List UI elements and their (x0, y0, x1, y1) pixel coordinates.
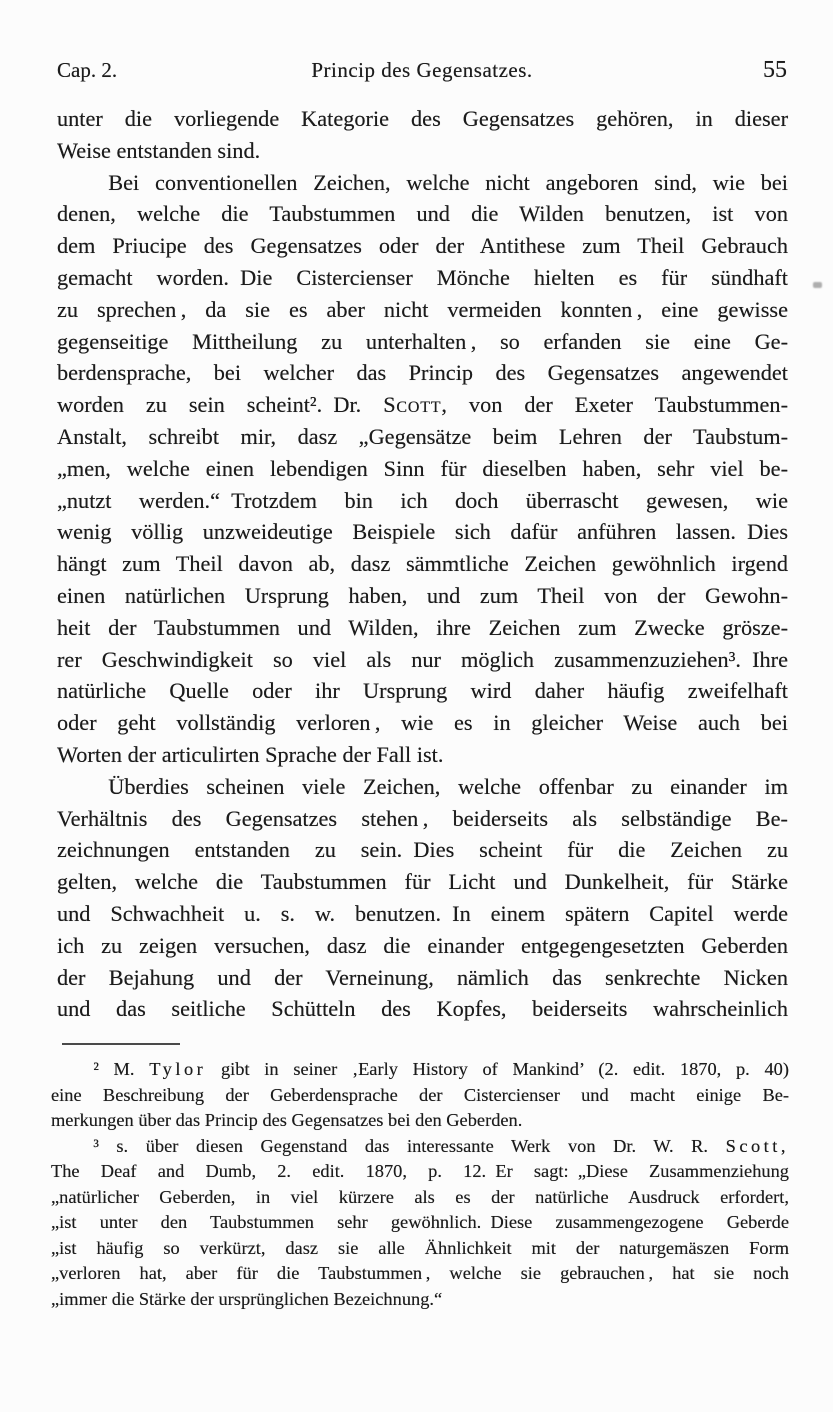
text-segment: berdensprache, bei welcher das Princip des Gegensatzes angewendet (57, 360, 788, 386)
running-title: Princip des Gegensatzes. (311, 58, 533, 82)
scan-smudge-artifact (813, 282, 822, 288)
text-segment: Anstalt, schreibt mir, dasz „Gegensätze beim Lehren der Taubstum- (57, 423, 788, 449)
paragraph (57, 103, 788, 167)
text-segment: Worten der articulirten Sprache der Fall ist. (57, 741, 444, 767)
page-number: 55 (763, 57, 787, 83)
text-segment: gelten, welche die Taubstummen für Licht und Dunkelheit, für Stärke (57, 869, 788, 895)
text-line (57, 262, 788, 294)
text-line (51, 1057, 789, 1083)
paragraph (51, 1057, 789, 1134)
text-line (57, 898, 788, 930)
text-line (57, 930, 788, 962)
text-line (57, 516, 788, 548)
paragraph (51, 1134, 789, 1313)
text-line (51, 1108, 789, 1134)
text-segment: eine Beschreibung der Geberdensprache der Cistercienser und macht einige Be- (51, 1084, 789, 1105)
text-line (57, 644, 788, 676)
text-line (51, 1185, 789, 1211)
text-segment: natürliche Quelle oder ihr Ursprung wird daher häufig zweifelhaft (57, 678, 788, 704)
text-line (57, 453, 788, 485)
text-line (57, 612, 788, 644)
text-segment: dem Priucipe des Gegensatzes oder der Antithese zum Theil Gebrauch (57, 233, 788, 259)
text-segment: und das seitliche Schütteln des Kopfes, beiderseits wahrscheinlich (57, 996, 788, 1022)
text-line (51, 1236, 789, 1262)
text-segment: „immer die Stärke der ursprünglichen Bezeichnung.“ (51, 1288, 443, 1309)
text-segment: heit der Taubstummen und Wilden, ihre Zeichen zum Zwecke grösze- (57, 614, 788, 640)
footnote-rule (62, 1043, 180, 1045)
text-line (57, 739, 788, 771)
text-segment: denen, welche die Taubstummen und die Wilden benutzen, ist von (57, 201, 788, 227)
text-line (57, 866, 788, 898)
text-line (57, 548, 788, 580)
text-line (51, 1134, 789, 1160)
text-segment: gibt in seiner ‚Early History of Mankind’ (2. edit. 1870, p. 40) (206, 1059, 789, 1079)
text-line (57, 485, 788, 517)
styled-text-segment: Scott, (725, 1135, 789, 1156)
text-line (57, 803, 788, 835)
text-segment: ² M. (93, 1059, 150, 1079)
text-line (57, 707, 788, 739)
text-segment: rer Geschwindigkeit so viel als nur möglich zusammenzuziehen³. Ihre (57, 646, 788, 672)
text-line (57, 230, 788, 262)
text-segment: Überdies scheinen viele Zeichen, welche offenbar zu einander im (108, 773, 788, 799)
styled-text-segment: Scott (383, 392, 442, 418)
text-segment: „men, welche einen lebendigen Sinn für dieselben haben, sehr viel be- (57, 455, 788, 481)
text-line (57, 135, 788, 167)
text-segment: der Bejahung und der Verneinung, nämlich das senkrechte Nicken (57, 964, 788, 990)
styled-text-segment: Tylor (149, 1059, 207, 1079)
text-line (57, 326, 788, 358)
text-line (57, 421, 788, 453)
text-line (51, 1261, 789, 1287)
text-line (57, 198, 788, 230)
text-segment: gemacht worden. Die Cistercienser Mönche hielten es für sündhaft (57, 264, 788, 290)
text-segment: „natürlicher Geberden, in viel kürzere als es der natürliche Ausdruck erfordert, (51, 1186, 789, 1207)
text-segment: „verloren hat, aber für die Taubstummen , welche sie gebrauchen , hat sie noch (51, 1263, 789, 1283)
text-line (57, 294, 788, 326)
paragraph (57, 167, 788, 771)
text-segment: merkungen über das Princip des Gegensatzes bei den Geberden. (51, 1110, 523, 1130)
text-segment: worden zu sein scheint². Dr. (57, 392, 384, 418)
text-segment: „ist häufig so verkürzt, dasz sie alle Ähnlichkeit mit der naturgemäszen Form (51, 1237, 789, 1258)
chapter-label: Cap. 2. (57, 58, 118, 82)
text-segment: hängt zum Theil davon ab, dasz sämmtliche Zeichen gewöhnlich irgend (57, 551, 788, 577)
text-line (57, 962, 788, 994)
text-line (57, 389, 788, 421)
text-segment: Bei conventionellen Zeichen, welche nicht angeboren sind, wie bei (108, 169, 788, 195)
text-segment: oder geht vollständig verloren , wie es in gleicher Weise auch bei (57, 710, 788, 736)
footnotes (51, 1057, 789, 1312)
text-segment: und Schwachheit u. s. w. benutzen. In einem spätern Capitel werde (57, 900, 788, 926)
text-line (51, 1159, 789, 1185)
text-segment: ³ s. über diesen Gegenstand das interessante Werk von Dr. W. R. (93, 1135, 726, 1156)
text-segment: The Deaf and Dumb, 2. edit. 1870, p. 12. Er sagt: „Diese Zusammenziehung (51, 1161, 789, 1181)
text-segment: Weise entstanden sind. (57, 137, 261, 163)
text-segment: zeichnungen entstanden zu sein. Dies scheint für die Zeichen zu (57, 837, 788, 863)
text-line (57, 103, 788, 135)
text-segment: , von der Exeter Taubstummen- (441, 392, 788, 418)
text-segment: wenig völlig unzweideutige Beispiele sich dafür anführen lassen. Dies (57, 519, 788, 545)
text-segment: einen natürlichen Ursprung haben, und zum Theil von der Gewohn- (57, 582, 788, 608)
paragraph (57, 771, 788, 1025)
text-line (51, 1287, 789, 1313)
text-line (57, 834, 788, 866)
running-head (57, 57, 787, 84)
text-segment: gegenseitige Mittheilung zu unterhalten , so erfanden sie eine Ge- (57, 328, 788, 354)
text-segment: unter die vorliegende Kategorie des Gegensatzes gehören, in dieser (57, 106, 788, 131)
text-segment: Verhältnis des Gegensatzes stehen , beiderseits als selbständige Be- (57, 805, 788, 831)
text-segment: „ist unter den Taubstummen sehr gewöhnlich. Diese zusammengezogene Geberde (51, 1212, 789, 1232)
text-segment: ich zu zeigen versuchen, dasz die einander entgegengesetzten Geberden (57, 932, 788, 958)
text-line (51, 1210, 789, 1236)
text-line (57, 675, 788, 707)
text-line (57, 167, 788, 199)
text-segment: zu sprechen , da sie es aber nicht vermeiden konnten , eine gewisse (57, 296, 788, 322)
text-segment: „nutzt werden.“ Trotzdem bin ich doch überrascht gewesen, wie (57, 487, 788, 513)
text-line (57, 771, 788, 803)
text-line (51, 1083, 789, 1109)
text-line (57, 580, 788, 612)
text-line (57, 357, 788, 389)
body-text (57, 103, 788, 1025)
text-line (57, 993, 788, 1025)
